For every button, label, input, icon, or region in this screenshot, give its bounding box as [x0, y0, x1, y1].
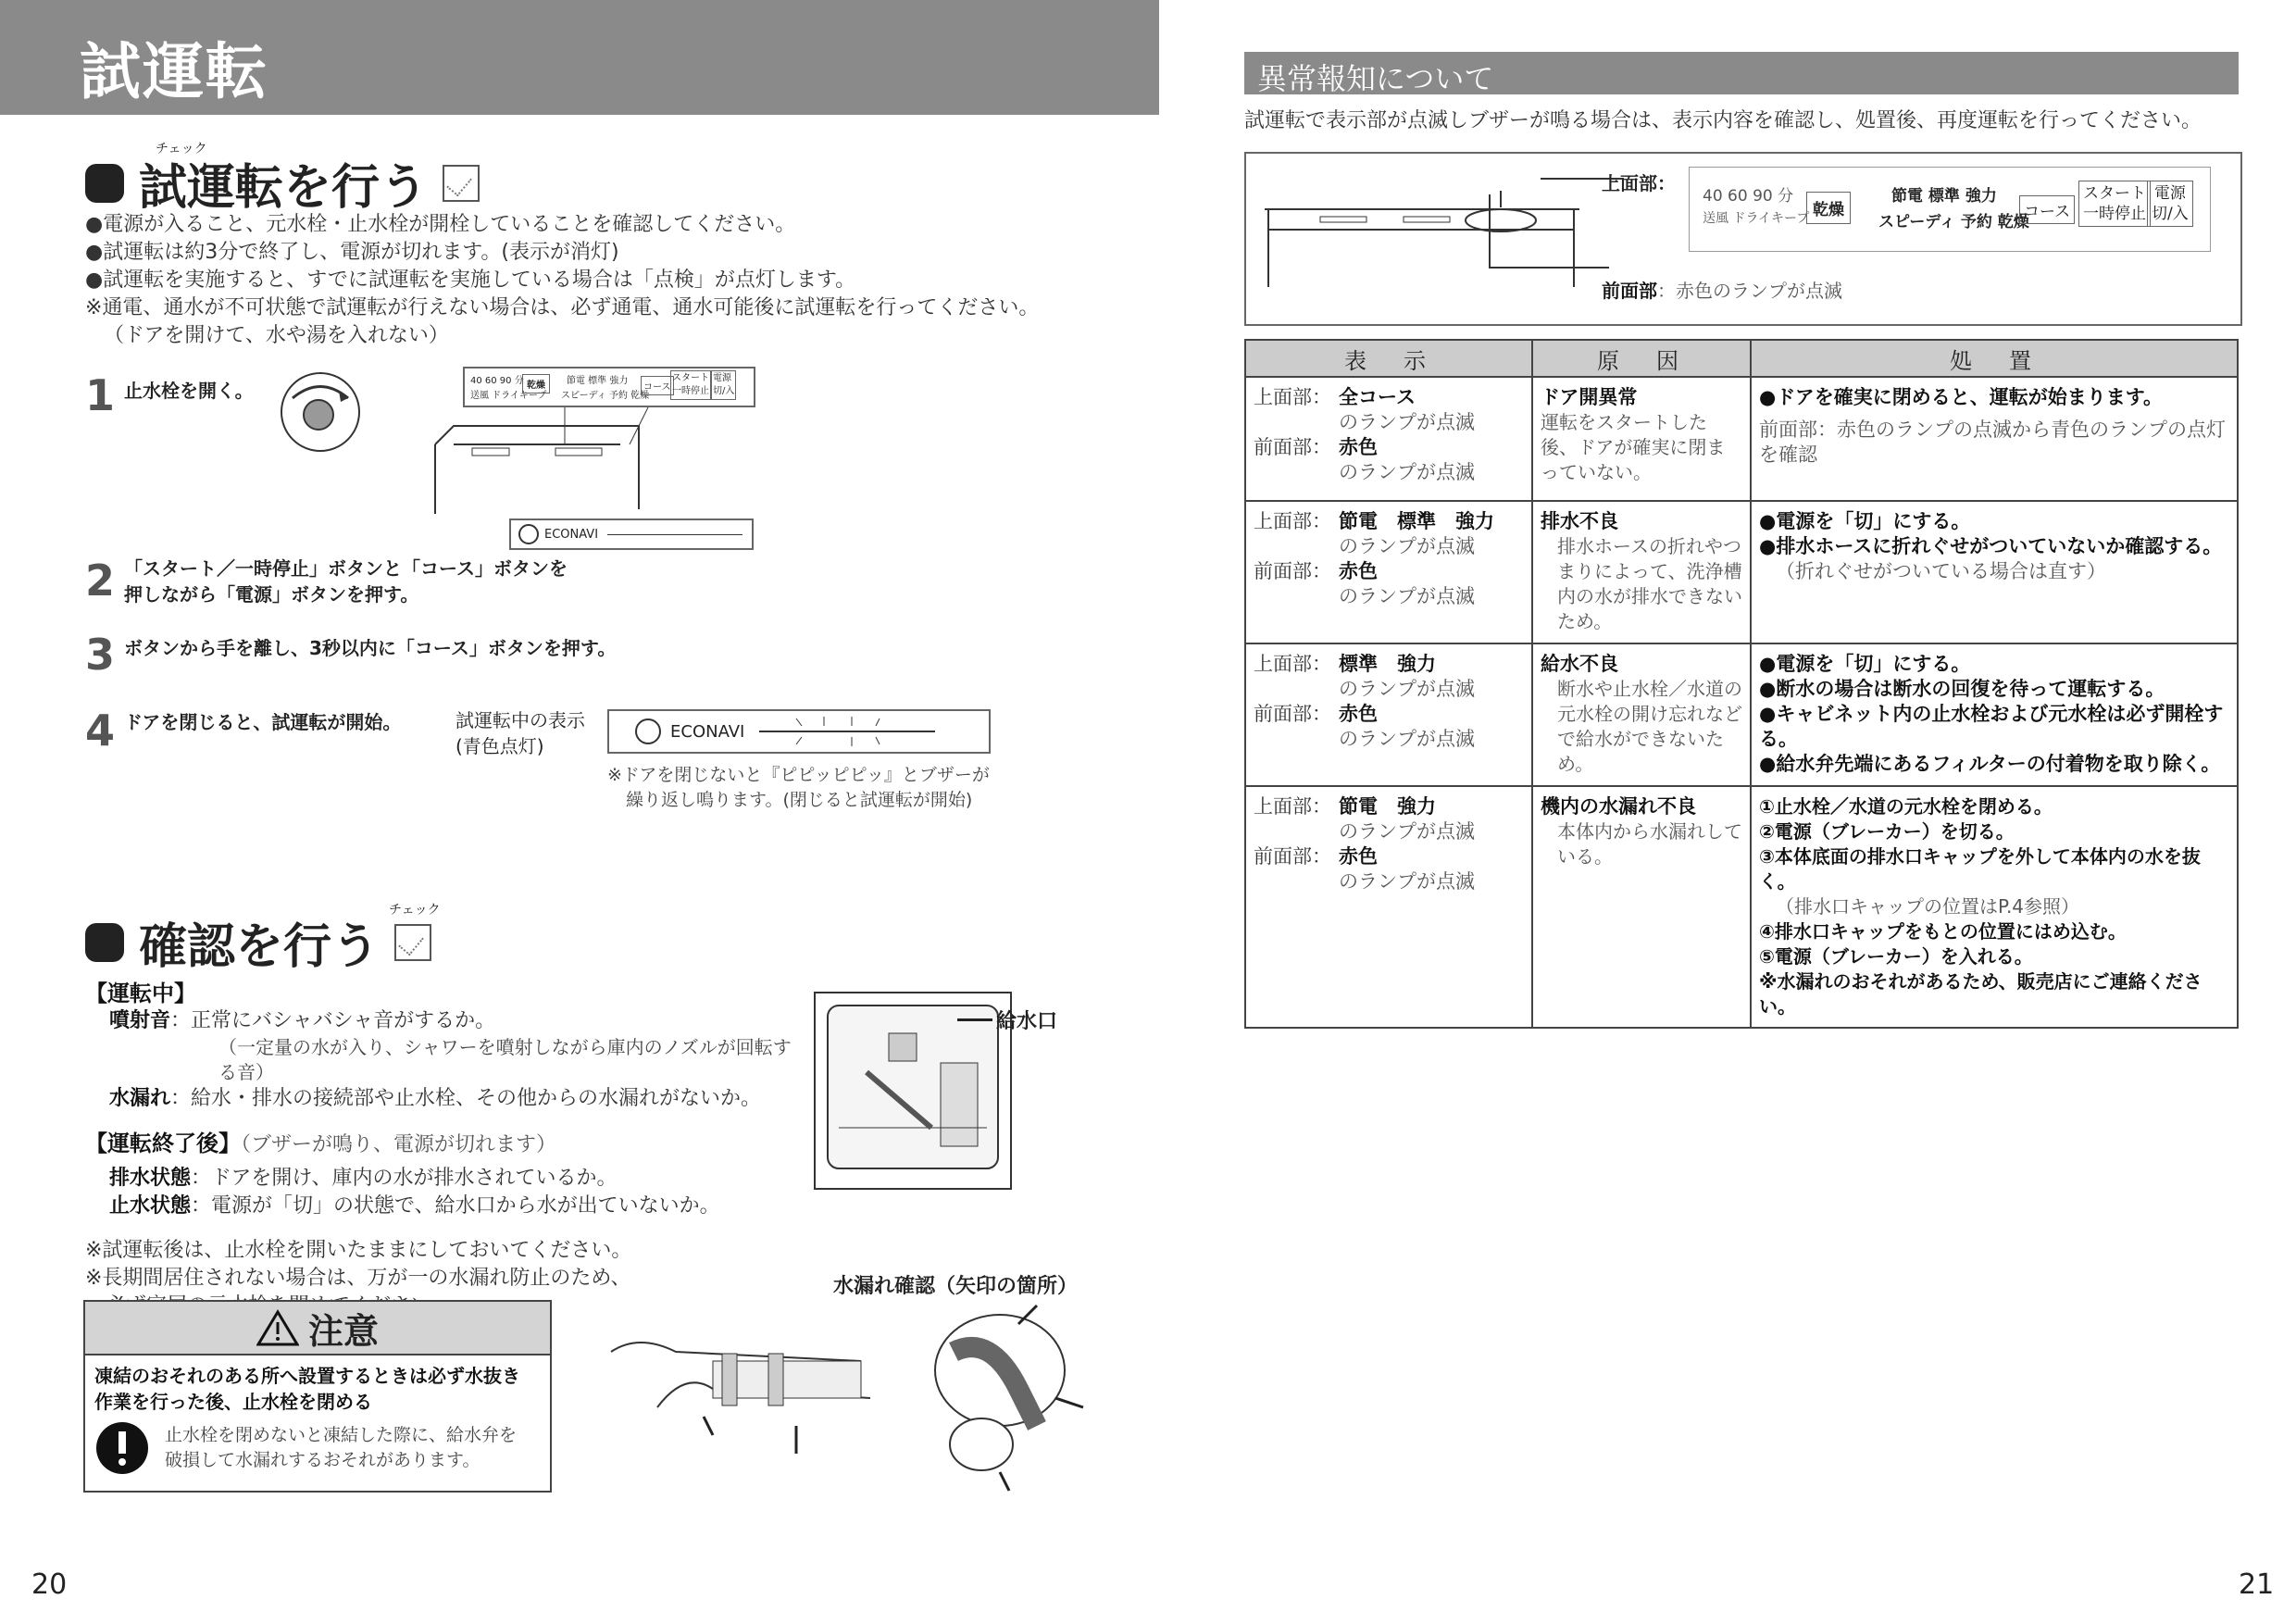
section-bullet-icon	[85, 923, 124, 962]
inlet-callout: 給水口	[994, 1006, 1057, 1034]
display-cell: 上面部： 全コース のランプが点滅 前面部： 赤色 のランプが点滅	[1245, 377, 1532, 501]
error-table	[1244, 339, 2239, 1029]
page-title: 試運転	[80, 36, 268, 107]
test-run-bullets: ●電源が入ること、元水栓・止水栓が開栓していることを確認してください。 ●試運転は約3分で終了し、電源が切れます。(表示が消灯) ●試運転を実施すると、すでに試運転を実施している場合は「点検」が点灯します。 ※通電、通水が不可状態で試運転が行えない場合は、必ず通電、通水可能後に試運転を行ってください。 （ドアを開けて、水や湯を入れない）	[85, 213, 1040, 347]
step-number: 2	[85, 556, 116, 606]
control-panel-small: 40 60 90 分 送風 ドライキープ 乾燥 節電 標準 強力 スピーディ 予約 乾燥 コース スタート 一時停止 電源 切/入	[463, 367, 755, 407]
econavi-display-small: ECONAVI	[509, 518, 754, 550]
hose-leak-illustration	[602, 1296, 1120, 1500]
step-text: ボタンから手を離し、3秒以内に「コース」ボタンを押す。	[124, 637, 617, 659]
page-number-right: 21	[2239, 1568, 2275, 1601]
front-label-row: 前面部：赤色のランプが点滅	[1602, 280, 1842, 302]
section-title-band	[1244, 52, 2239, 94]
caution-header: 注意	[85, 1302, 550, 1355]
econavi-icon	[518, 524, 539, 544]
check-box-icon	[394, 924, 431, 961]
step-number: 4	[85, 706, 116, 756]
page-number-left: 20	[31, 1568, 68, 1601]
action-cell: ●電源を「切」にする。 ●排水ホースに折れぐせがついていないか確認する。 （折れぐせがついている場合は直す）	[1751, 501, 2238, 643]
page-title-band	[0, 0, 1159, 115]
check-label: チェック	[389, 903, 441, 918]
econavi-icon	[635, 718, 661, 744]
table-row	[1245, 377, 2238, 501]
section-bullet-icon	[85, 164, 124, 203]
check-label: チェック	[156, 142, 207, 156]
cause-cell: 排水不良 排水ホースの折れやつまりによって、洗浄槽内の水が排水できないため。	[1532, 501, 1751, 643]
action-cell: ●電源を「切」にする。 ●断水の場合は断水の回復を待って運転する。 ●キャビネット内の止水栓および元水栓は必ず開栓する。 ●給水弁先端にあるフィルターの付着物を取り除く。	[1751, 643, 2238, 786]
indicator-diagram	[1244, 152, 2242, 326]
cause-cell: ドア開異常 運転をスタートした後、ドアが確実に閉まっていない。	[1532, 377, 1751, 501]
section-title: 異常報知について	[1257, 61, 1494, 96]
valve-illustration	[274, 370, 367, 454]
table-row	[1245, 643, 2238, 786]
dishwasher-illustration	[426, 407, 667, 518]
table-header-row: 表 示 原 因 処 置	[1245, 340, 2238, 377]
display-cell: 上面部： 標準 強力 のランプが点滅 前面部： 赤色 のランプが点滅	[1245, 643, 1532, 786]
action-cell: ●ドアを確実に閉めると、運転が始まります。 前面部：赤色のランプの点滅から青色のランプの点灯を確認	[1751, 377, 2238, 501]
prohibition-icon	[94, 1420, 150, 1476]
cause-cell: 機内の水漏れ不良 本体内から水漏れしている。	[1532, 786, 1751, 1028]
step-number: 3	[85, 630, 116, 680]
econavi-display: ECONAVI	[607, 709, 991, 754]
step-number: 1	[85, 370, 116, 420]
leak-check-label: 水漏れ確認（矢印の箇所）	[833, 1275, 1079, 1298]
action-cell: ①止水栓／水道の元水栓を閉める。 ②電源（ブレーカー）を切る。 ③本体底面の排水口キャップを外して本体内の水を抜く。 （排水口キャップの位置はP.4参照） ④排水口キャップをもとの位置にはめ込む。 ⑤電源（ブレーカー）を入れる。 ※水漏れのおそれがあるため、販売店にご連絡ください。	[1751, 786, 2238, 1028]
step-text: ドアを閉じると、試運転が開始。	[124, 711, 402, 733]
step-text: 止水栓を開く。	[124, 380, 254, 402]
display-label: 試運転中の表示 (青色点灯)	[455, 709, 585, 757]
top-label: 上面部：	[1602, 172, 1676, 194]
display-cell: 上面部： 節電 強力 のランプが点滅 前面部： 赤色 のランプが点滅	[1245, 786, 1532, 1028]
warning-triangle-icon	[256, 1309, 299, 1346]
cause-cell: 給水不良 断水や止水栓／水道の元水栓の開け忘れなどで給水ができないため。	[1532, 643, 1751, 786]
blinking-line-icon	[759, 713, 935, 750]
step-text: 「スタート／一時停止」ボタンと「コース」ボタンを 押しながら「電源」ボタンを押す。	[124, 557, 568, 606]
intro-text: 試運転で表示部が点滅しブザーが鳴る場合は、表示内容を確認し、処置後、再度運転を行ってください。	[1244, 109, 2202, 132]
caution-box: 注意 凍結のおそれのある所へ設置するときは必ず水抜き 作業を行った後、止水栓を閉める 止水栓を閉めないと凍結した際に、給水弁を 破損して水漏れするおそれがあります。	[83, 1300, 552, 1493]
table-row	[1245, 501, 2238, 643]
machine-front-illustration	[1265, 191, 1579, 293]
section-heading-test-run: 試運転を行う	[85, 148, 480, 218]
buzzer-note: ※ドアを閉じないと『ピピッピピッ』とブザーが 繰り返し鳴ります。(閉じると試運転が開始)	[607, 765, 990, 810]
table-row	[1245, 786, 2238, 1028]
display-cell: 上面部： 節電 標準 強力 のランプが点滅 前面部： 赤色 のランプが点滅	[1245, 501, 1532, 643]
confirm-checks: 【運転中】 噴射音：正常にバシャバシャ音がするか。 （一定量の水が入り、シャワーを噴射しながら庫内のノズルが回転する音） 水漏れ：給水・排水の接続部や止水栓、その他からの水漏れがないか。 【運転終了後】（ブザーが鳴り、電源が切れます） 排水状態：ドアを開け、庫内の水が排水されているか。 止水状態：電源が「切」の状態で、給水口から水が出ていないか。 ※試運転後は、止水栓を開いたままにしておいてください。 ※長期間居住されない場合は、万が一の水漏れ防止のため、	[85, 981, 792, 1290]
callout-line	[1489, 267, 1609, 269]
section-heading-confirm: 確認を行う	[85, 907, 431, 977]
check-box-icon	[443, 165, 480, 202]
callout-line	[1489, 194, 1491, 267]
control-panel: 40 60 90 分 送風 ドライキープ 乾燥 節電 標準 強力 スピーディ 予約 乾燥 コース スタート 一時停止 電源 切/入	[1689, 167, 2211, 252]
